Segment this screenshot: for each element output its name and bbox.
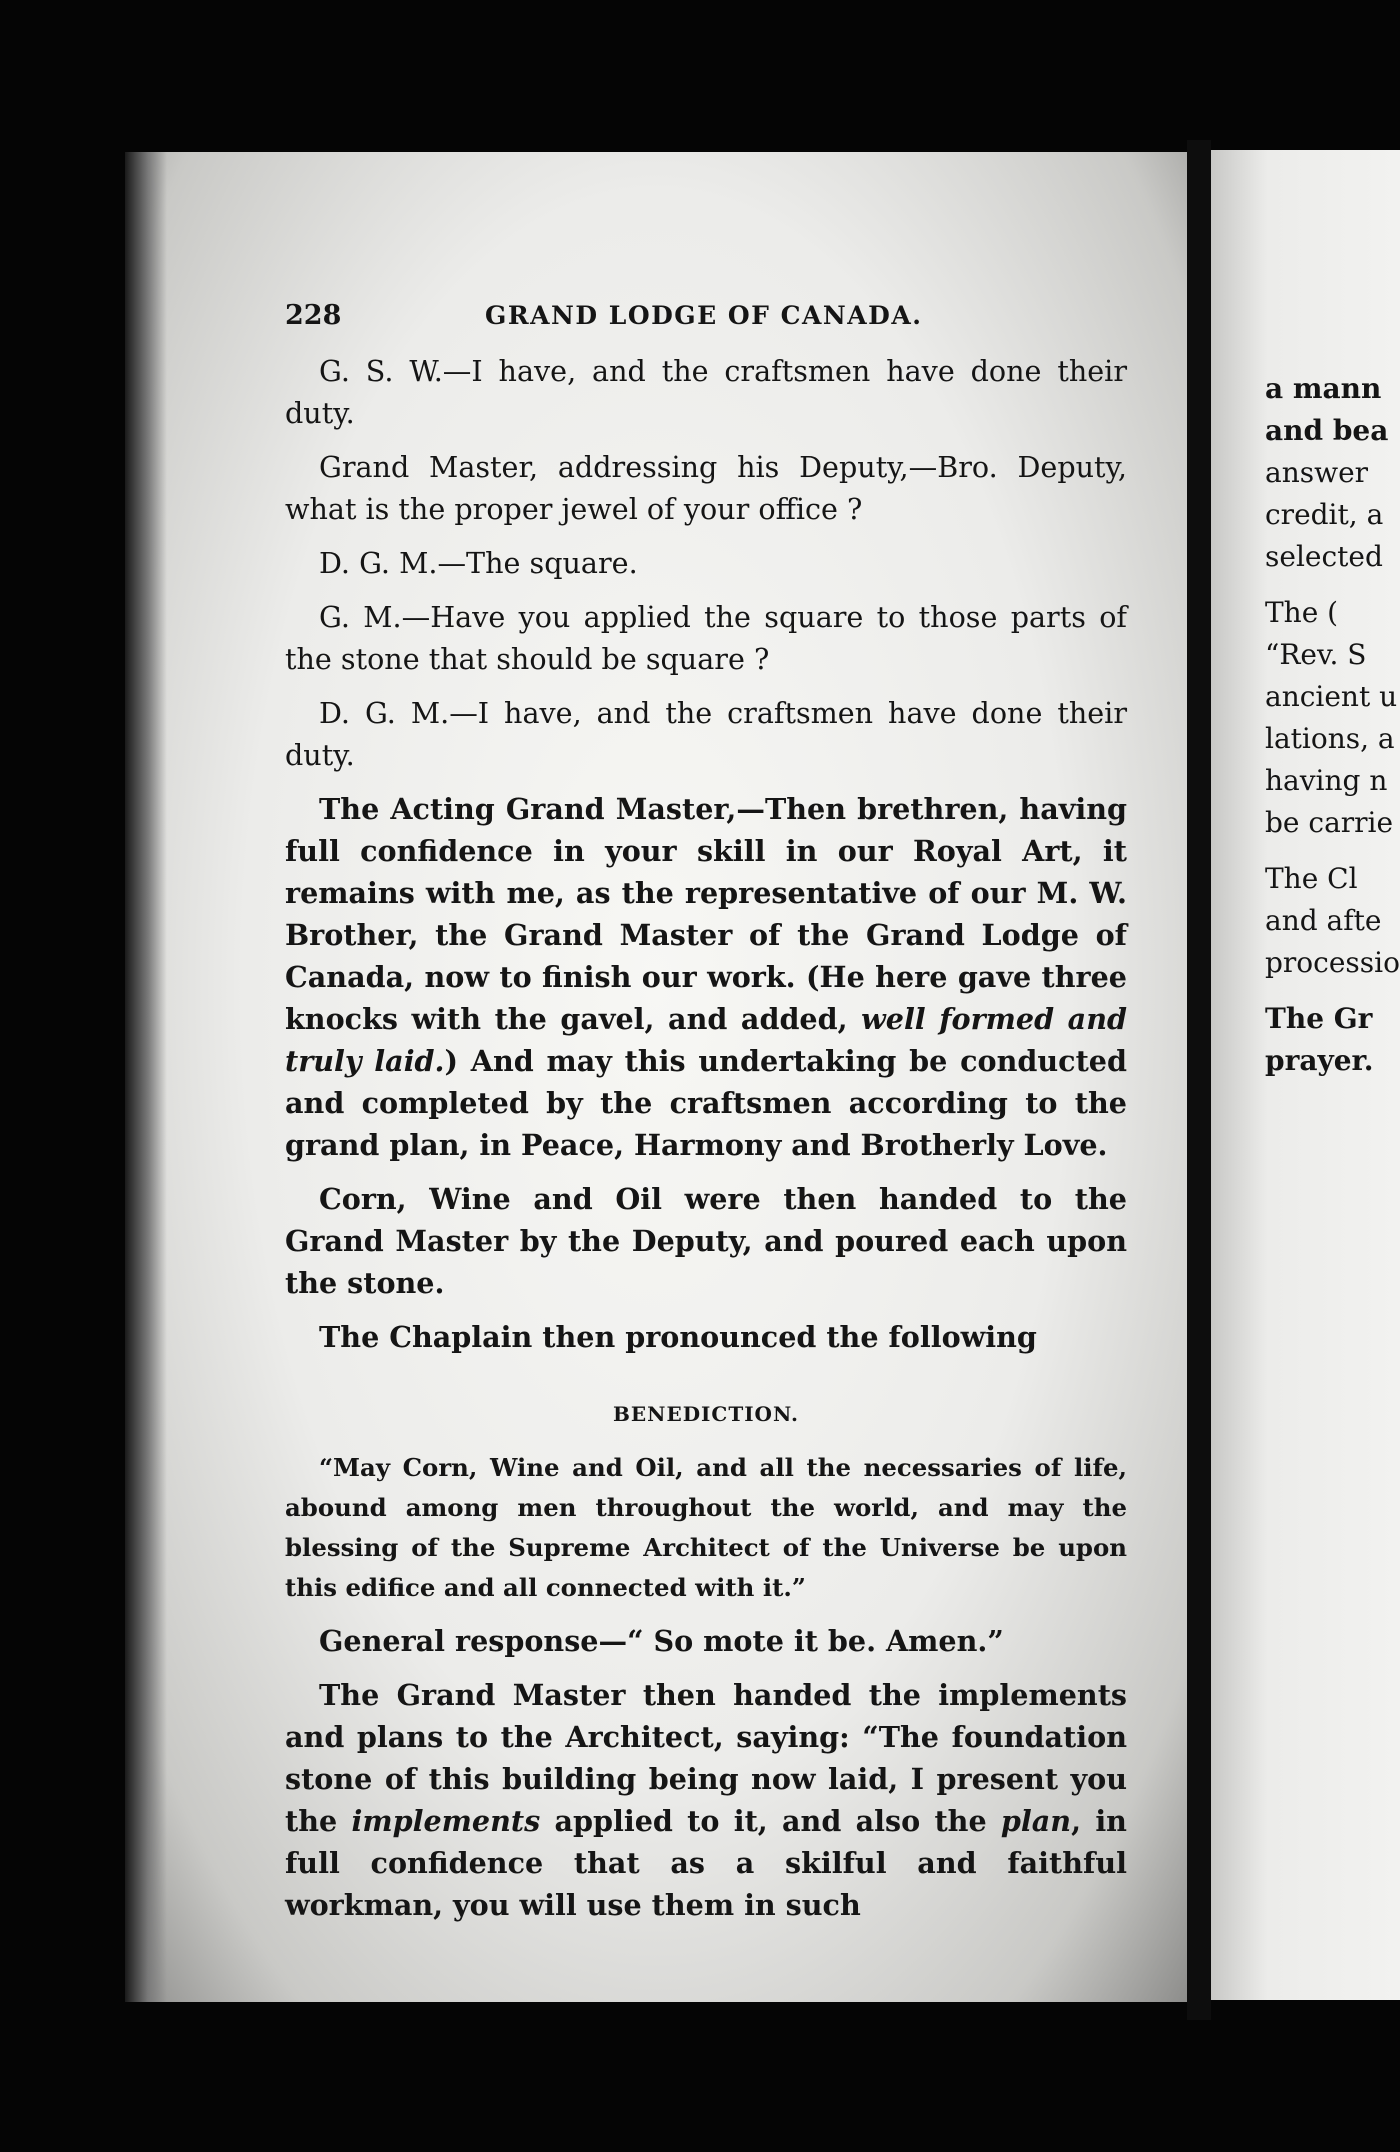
right-page-line: “Rev. S bbox=[1265, 638, 1367, 671]
right-page-line: a mann bbox=[1265, 372, 1382, 405]
closing-text bbox=[285, 1620, 1127, 1926]
text-run: The Chaplain then pronounced the following bbox=[319, 1320, 1037, 1354]
right-page-line: prayer. bbox=[1265, 1044, 1374, 1077]
paragraph bbox=[285, 542, 1127, 584]
right-page-line: ancient u bbox=[1265, 680, 1398, 713]
right-page-line: The Cl bbox=[1265, 862, 1358, 895]
running-head-title: GRAND LODGE OF CANADA. bbox=[485, 301, 923, 330]
body-text bbox=[285, 350, 1127, 1358]
right-page-line: The Gr bbox=[1265, 1002, 1373, 1035]
page-number: 228 bbox=[285, 300, 342, 331]
paragraph bbox=[285, 1620, 1127, 1662]
paragraph bbox=[285, 596, 1127, 680]
right-page-line: credit, a bbox=[1265, 498, 1384, 531]
text-run: applied to it, and also the bbox=[540, 1804, 1001, 1838]
paragraph bbox=[285, 1674, 1127, 1926]
paragraph bbox=[285, 350, 1127, 434]
paragraph bbox=[285, 1178, 1127, 1304]
right-page-line: having n bbox=[1265, 764, 1388, 797]
paragraph bbox=[285, 446, 1127, 530]
italic-phrase: implements bbox=[351, 1804, 541, 1838]
right-page-line: selected bbox=[1265, 540, 1383, 573]
running-head bbox=[285, 300, 1127, 350]
right-page-line: The ( bbox=[1265, 596, 1339, 629]
paragraph bbox=[285, 788, 1127, 1166]
right-page-line: and afte bbox=[1265, 904, 1382, 937]
benediction-text: “May Corn, Wine and Oil, and all the necessaries of life, abound among men throughout the world, and may the blessing of the Supreme Architect of the Universe be upon this edifice and all connected with it.” bbox=[285, 1453, 1127, 1602]
right-page-line: lations, a bbox=[1265, 722, 1395, 755]
text-run: Grand Master, addressing his Deputy,—Bro. Deputy, what is the proper jewel of your office ? bbox=[285, 450, 1127, 526]
paragraph bbox=[285, 1316, 1127, 1358]
text-run: ) And may this undertaking be conducted and completed by the craftsmen according to the grand plan, in Peace, Harmony and Brotherly Love. bbox=[285, 1044, 1127, 1162]
text-run: The Acting Grand Master,—Then brethren, having full confidence in your skill in our Royal Art, it remains with me, as the representative of our M. W. Brother, the Grand Master of the Grand Lodge of Canada, now to finish our work. (He here gave three knocks with the gavel, and added, bbox=[285, 792, 1127, 1036]
text-run: G. S. W.—I have, and the craftsmen have done their duty. bbox=[285, 354, 1127, 430]
text-run: , in full confidence that as a skilful and faithful workman, you will use them in such bbox=[285, 1804, 1127, 1922]
right-book-page bbox=[1211, 150, 1400, 2000]
text-run: Corn, Wine and Oil were then handed to the Grand Master by the Deputy, and poured each upon the stone. bbox=[285, 1182, 1127, 1300]
italic-phrase: well formed and truly laid. bbox=[285, 1002, 1127, 1078]
text-run: D. G. M.—I have, and the craftsmen have done their duty. bbox=[285, 696, 1127, 772]
right-page-line: be carrie bbox=[1265, 806, 1394, 839]
right-page-line: processio bbox=[1265, 946, 1400, 979]
text-run: General response—“ So mote it be. Amen.” bbox=[319, 1624, 1004, 1658]
italic-phrase: plan bbox=[1000, 1804, 1072, 1838]
paragraph bbox=[285, 692, 1127, 776]
benediction-heading: BENEDICTION. bbox=[613, 1402, 799, 1426]
right-page-line: and bea bbox=[1265, 414, 1389, 447]
book-gutter bbox=[1187, 140, 1211, 2020]
text-run: G. M.—Have you applied the square to those parts of the stone that should be square ? bbox=[285, 600, 1127, 676]
text-run: D. G. M.—The square. bbox=[319, 546, 638, 580]
text-run: The Grand Master then handed the implements and plans to the Architect, saying: “The foundation stone of this building being now laid, I present you the bbox=[285, 1678, 1127, 1838]
left-page-text-column bbox=[285, 300, 1127, 1938]
right-page-text-column bbox=[1265, 368, 1400, 1082]
right-page-line: answer bbox=[1265, 456, 1369, 489]
